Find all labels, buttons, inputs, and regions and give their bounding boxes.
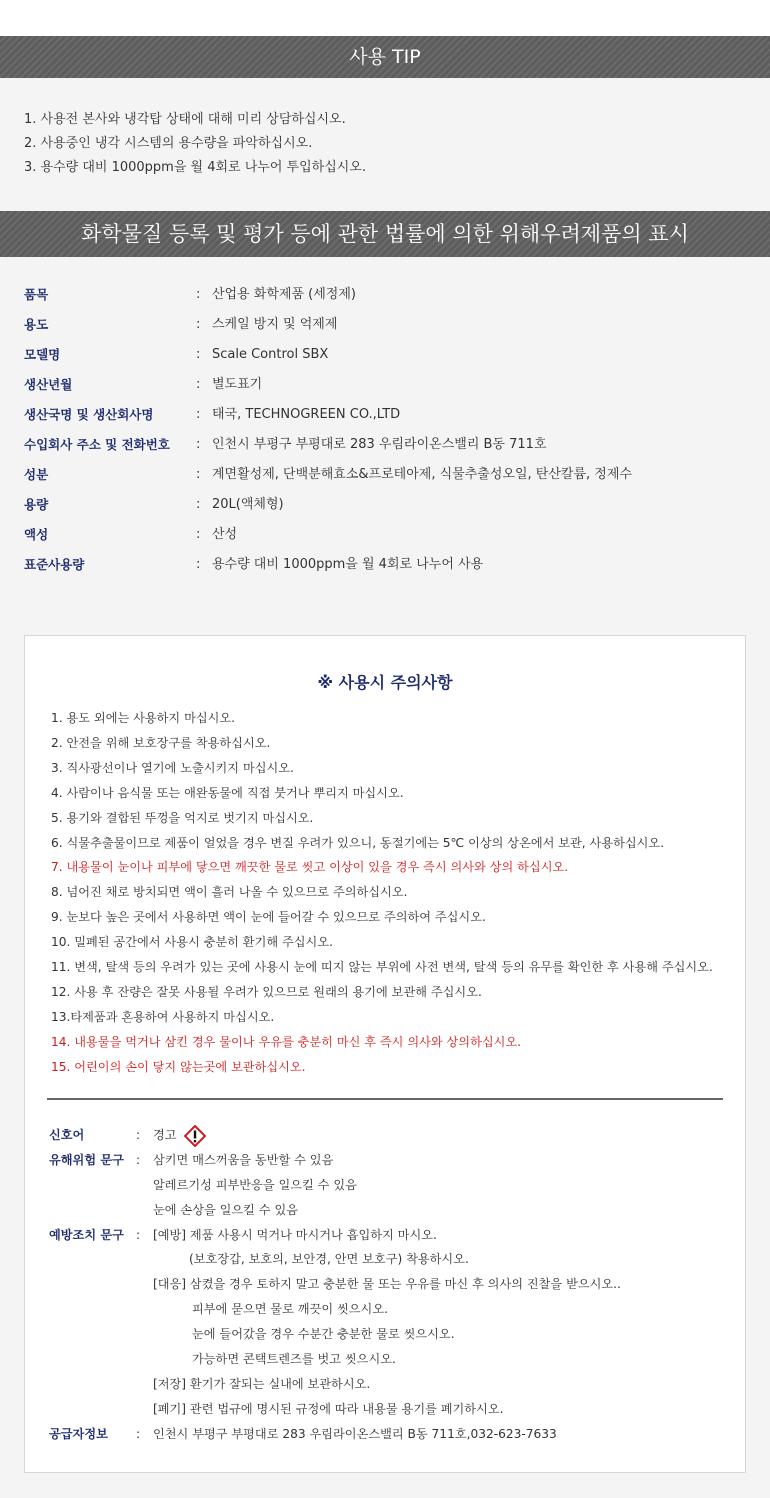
spec-row xyxy=(24,373,744,403)
precaution-row xyxy=(49,1247,729,1272)
spec-value: 태국, TECHNOGREEN CO.,LTD xyxy=(212,407,401,422)
label-title: 화학물질 등록 및 평가 등에 관한 법률에 의한 위해우려제품의 표시 xyxy=(81,222,689,246)
signal-word-value-wrap xyxy=(153,1123,206,1148)
spec-colon: : xyxy=(196,497,201,512)
spec-colon: : xyxy=(196,287,201,302)
spec-row xyxy=(24,283,744,313)
spec-value: 20L(액체형) xyxy=(212,497,284,512)
spec-value: 용수량 대비 1000ppm을 월 4회로 나누어 사용 xyxy=(212,557,484,572)
spec-label: 생산년월 xyxy=(24,377,73,392)
ghs-colon: : xyxy=(136,1227,141,1242)
spec-row xyxy=(24,553,744,583)
precaution-label: 예방조치 문구 xyxy=(49,1227,124,1242)
caution-item: 1. 용도 외에는 사용하지 마십시오. xyxy=(51,711,236,725)
spec-colon: : xyxy=(196,407,201,422)
precaution-line: [대응] 삼켰을 경우 토하지 말고 충분한 물 또는 우유를 마신 후 의사의 진찰을 받으시오.. xyxy=(153,1277,621,1292)
caution-box xyxy=(24,635,746,1473)
spec-value: 인천시 부평구 부평대로 283 우림라이온스밸리 B동 711호 xyxy=(212,437,547,452)
spec-row xyxy=(24,493,744,523)
spec-label: 액성 xyxy=(24,527,49,542)
hazard-row xyxy=(49,1173,729,1198)
tip-title: 사용 TIP xyxy=(349,46,421,68)
spec-value: 산성 xyxy=(212,527,238,542)
precaution-line: (보호장갑, 보호의, 보안경, 안면 보호구) 착용하시오. xyxy=(189,1252,469,1267)
spec-label: 품목 xyxy=(24,287,49,302)
section-divider xyxy=(47,1098,723,1100)
tip-list xyxy=(24,108,366,180)
precaution-line: [폐기] 관련 법규에 명시된 규정에 따라 내용물 용기를 폐기하시오. xyxy=(153,1401,504,1416)
precaution-line: 눈에 들어갔을 경우 수분간 충분한 물로 씻으시오. xyxy=(192,1327,455,1342)
spec-value: 계면활성제, 단백분해효소&프로테아제, 식물추출성오일, 탄산칼륨, 정제수 xyxy=(212,467,632,482)
ghs-colon: : xyxy=(136,1152,141,1167)
product-spec-table xyxy=(24,283,744,583)
spec-label: 표준사용량 xyxy=(24,557,85,572)
caution-item: 11. 변색, 탈색 등의 우려가 있는 곳에 사용시 눈에 띠지 않는 부위에 사전 변색, 탈색 등의 유무를 확인한 후 사용해 주십시오. xyxy=(51,960,713,975)
hazard-label: 유해위험 문구 xyxy=(49,1152,124,1167)
spec-colon: : xyxy=(196,527,201,542)
precaution-row xyxy=(49,1272,729,1297)
caution-item: 6. 식물추출물이므로 제품이 얼었을 경우 변질 우려가 있으니, 동절기에는 5℃ 이상의 상온에서 보관, 사용하십시오. xyxy=(51,835,665,850)
spec-colon: : xyxy=(196,557,201,572)
spec-label: 수입회사 주소 및 전화번호 xyxy=(24,437,170,452)
spec-row xyxy=(24,343,744,373)
caution-item-warning: 7. 내용물이 눈이나 피부에 닿으면 깨끗한 물로 씻고 이상이 있을 경우 즉시 의사와 상의 하십시오. xyxy=(51,860,569,875)
signal-word-value: 경고 xyxy=(153,1128,177,1142)
precaution-line: [예방] 제품 사용시 먹거나 마시거나 흡입하지 마시오. xyxy=(153,1227,437,1242)
spec-row xyxy=(24,433,744,463)
spec-label: 용도 xyxy=(24,317,49,332)
spec-label: 성분 xyxy=(24,467,49,482)
ghs-colon: : xyxy=(136,1128,141,1142)
precaution-row xyxy=(49,1347,729,1372)
caution-item: 12. 사용 후 잔량은 잘못 사용될 우려가 있으므로 원래의 용기에 보관해 주십시오. xyxy=(51,984,482,999)
supplier-row xyxy=(49,1422,729,1447)
supplier-value: 인천시 부평구 부평대로 283 우림라이온스밸리 B동 711호,032-623-7633 xyxy=(153,1426,557,1441)
spec-value: Scale Control SBX xyxy=(212,347,329,362)
signal-word-label: 신호어 xyxy=(49,1128,85,1142)
spec-label: 모델명 xyxy=(24,347,61,362)
tip-item: 1. 사용전 본사와 냉각탑 상태에 대해 미리 상담하십시오. xyxy=(24,112,346,127)
spec-label: 생산국명 및 생산회사명 xyxy=(24,407,154,422)
signal-word-row xyxy=(49,1123,729,1148)
ghs-label-block xyxy=(49,1123,729,1447)
exclamation-diamond-icon xyxy=(184,1125,206,1147)
caution-item: 3. 직사광선이나 열기에 노출시키지 마십시오. xyxy=(51,760,294,775)
caution-item: 13.타제품과 혼용하여 사용하지 마십시오. xyxy=(51,1009,275,1024)
precaution-row xyxy=(49,1397,729,1422)
caution-title: ※ 사용시 주의사항 xyxy=(317,673,453,692)
caution-item: 5. 용기와 결합된 뚜껑을 억지로 벗기지 마십시오. xyxy=(51,810,314,825)
caution-list xyxy=(51,706,713,1080)
precaution-row xyxy=(49,1372,729,1397)
spec-row xyxy=(24,403,744,433)
label-banner xyxy=(0,211,770,257)
caution-item: 10. 밀폐된 공간에서 사용시 충분히 환기해 주십시오. xyxy=(51,935,333,950)
precaution-row xyxy=(49,1297,729,1322)
hazard-line: 알레르기성 피부반응을 일으킬 수 있음 xyxy=(153,1177,357,1192)
spec-colon: : xyxy=(196,467,201,482)
caution-item: 9. 눈보다 높은 곳에서 사용하면 액이 눈에 들어갈 수 있으므로 주의하여 주십시오. xyxy=(51,910,486,925)
precaution-row xyxy=(49,1322,729,1347)
supplier-label: 공급자정보 xyxy=(49,1426,108,1441)
precaution-line: [저장] 환기가 잘되는 실내에 보관하시오. xyxy=(153,1376,371,1391)
spec-value: 스케일 방지 및 억제제 xyxy=(212,317,338,332)
spec-value: 별도표기 xyxy=(212,377,263,392)
precaution-line: 가능하면 콘택트렌즈를 벗고 씻으시오. xyxy=(192,1352,396,1367)
caution-item: 8. 넘어진 채로 방치되면 액이 흘러 나올 수 있으므로 주의하십시오. xyxy=(51,885,408,900)
tip-banner xyxy=(0,36,770,78)
spec-colon: : xyxy=(196,317,201,332)
spec-row xyxy=(24,463,744,493)
spec-value: 산업용 화학제품 (세정제) xyxy=(212,287,356,302)
caution-item: 2. 안전을 위해 보호장구를 착용하십시오. xyxy=(51,735,271,750)
precaution-row xyxy=(49,1223,729,1248)
hazard-row xyxy=(49,1148,729,1173)
caution-item-warning: 15. 어린이의 손이 닿지 않는곳에 보관하십시오. xyxy=(51,1059,306,1074)
tip-item: 3. 용수량 대비 1000ppm을 월 4회로 나누어 투입하십시오. xyxy=(24,160,367,175)
spec-colon: : xyxy=(196,437,201,452)
hazard-line: 삼키면 매스꺼움을 동반할 수 있음 xyxy=(153,1152,334,1167)
spec-label: 용량 xyxy=(24,497,49,512)
spec-colon: : xyxy=(196,377,201,392)
hazard-row xyxy=(49,1198,729,1223)
precaution-line: 피부에 묻으면 물로 깨끗이 씻으시오. xyxy=(192,1302,388,1317)
hazard-line: 눈에 손상을 일으킬 수 있음 xyxy=(153,1202,299,1217)
tip-item: 2. 사용중인 냉각 시스템의 용수량을 파악하십시오. xyxy=(24,136,313,151)
caution-item: 4. 사람이나 음식물 또는 애완동물에 직접 붓거나 뿌리지 마십시오. xyxy=(51,785,404,800)
spec-colon: : xyxy=(196,347,201,362)
spec-row xyxy=(24,523,744,553)
spec-row xyxy=(24,313,744,343)
caution-item-warning: 14. 내용물을 먹거나 삼킨 경우 물이나 우유를 충분히 마신 후 즉시 의사와 상의하십시오. xyxy=(51,1034,522,1049)
ghs-colon: : xyxy=(136,1426,141,1441)
